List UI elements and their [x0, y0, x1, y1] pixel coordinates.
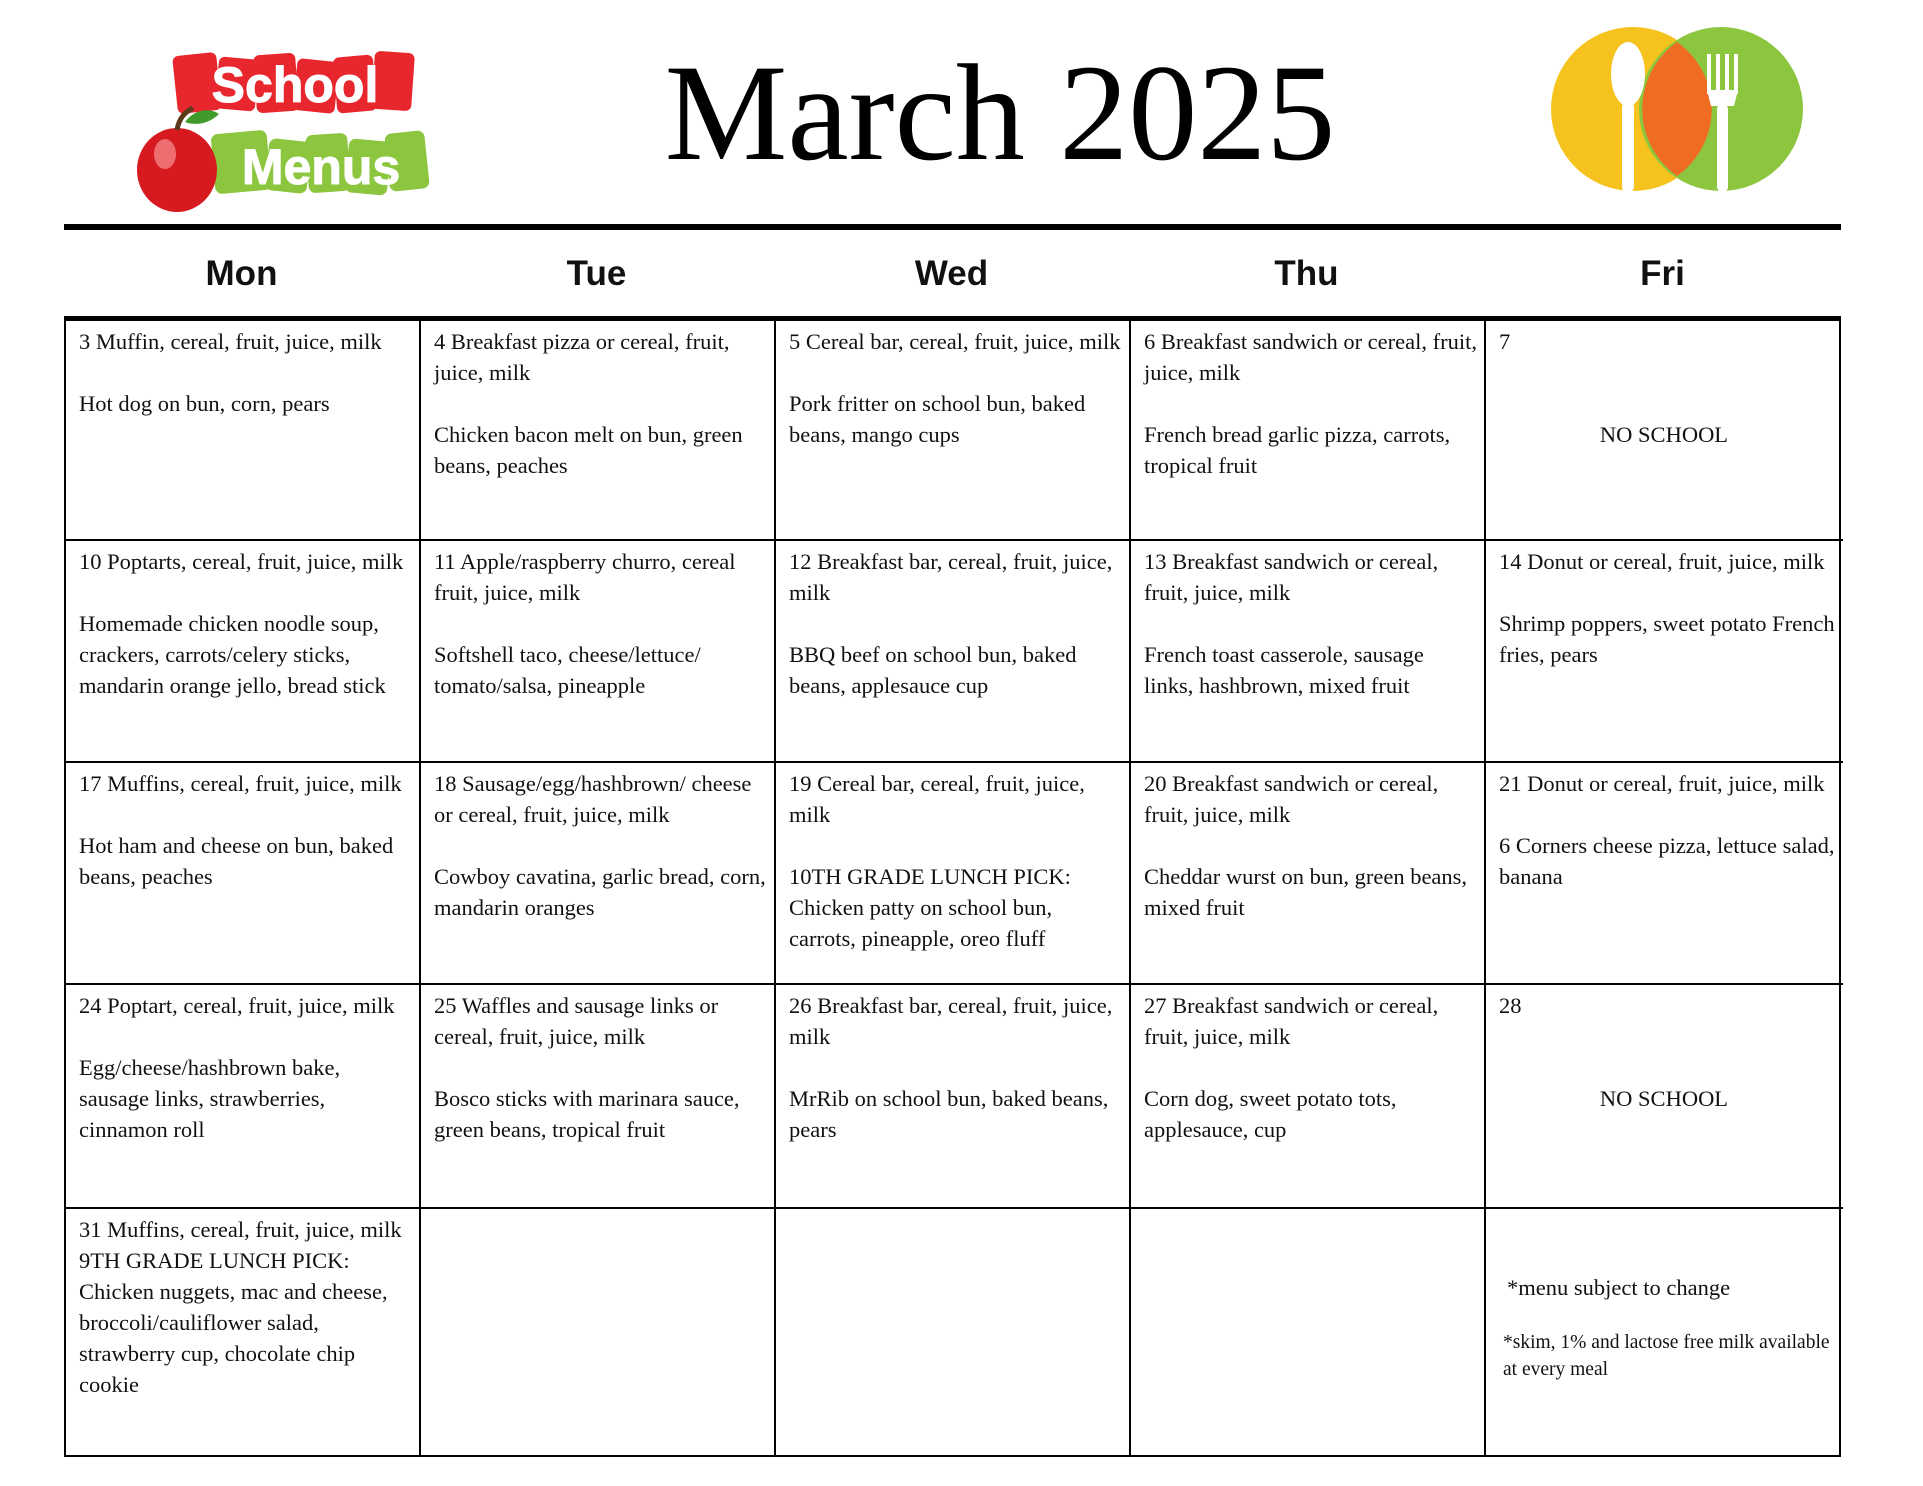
breakfast-menu: 10 Poptarts, cereal, fruit, juice, milk [79, 549, 404, 574]
breakfast-menu: 6 Breakfast sandwich or cereal, fruit, juice, milk [1144, 329, 1483, 385]
breakfast-menu: 11 Apple/raspberry churro, cereal fruit, juice, milk [434, 549, 742, 605]
day-cell [421, 541, 776, 763]
day-cell [1131, 541, 1486, 763]
breakfast-menu: 12 Breakfast bar, cereal, fruit, juice, milk [789, 549, 1118, 605]
lunch-menu: Pork fritter on school bun, baked beans, mango cups [789, 391, 1091, 447]
breakfast-menu: 31 Muffins, cereal, fruit, juice, milk [79, 1217, 402, 1242]
school-menus-logo [135, 48, 465, 218]
breakfast-menu: 24 Poptart, cereal, fruit, juice, milk [79, 993, 395, 1018]
menu-change-note: *menu subject to change [1507, 1275, 1731, 1300]
day-cell [1131, 321, 1486, 541]
day-cell [1486, 763, 1843, 985]
day-cell [1486, 985, 1843, 1209]
weekday-mon: Mon [205, 254, 278, 293]
day-cell [776, 541, 1131, 763]
weekday-thu: Thu [1274, 254, 1339, 293]
breakfast-menu: 17 Muffins, cereal, fruit, juice, milk [79, 771, 402, 796]
day-cell [66, 763, 421, 985]
page-title: March 2025 [664, 36, 1336, 189]
lunch-menu: 10TH GRADE LUNCH PICK: Chicken patty on school bun, carrots, pineapple, oreo fluff [789, 864, 1077, 951]
empty-day-cell [776, 1209, 1131, 1457]
lunch-menu: Homemade chicken noodle soup, crackers, carrots/celery sticks, mandarin orange jello, bread stick [79, 611, 386, 698]
day-cell [776, 321, 1131, 541]
weekday-fri: Fri [1640, 254, 1685, 293]
day-cell [421, 321, 776, 541]
breakfast-menu: 3 Muffin, cereal, fruit, juice, milk [79, 329, 382, 354]
breakfast-menu: 27 Breakfast sandwich or cereal, fruit, juice, milk [1144, 993, 1444, 1049]
day-number: 7 [1499, 329, 1511, 354]
lunch-menu: Hot ham and cheese on bun, baked beans, peaches [79, 833, 399, 889]
no-school-notice: NO SCHOOL [1599, 1086, 1729, 1111]
day-cell [1131, 763, 1486, 985]
lunch-menu: Egg/cheese/hashbrown bake, sausage links, strawberries, cinnamon roll [79, 1055, 346, 1142]
empty-day-cell [421, 1209, 776, 1457]
breakfast-menu: 21 Donut or cereal, fruit, juice, milk [1499, 771, 1825, 796]
day-cell [776, 763, 1131, 985]
breakfast-menu: 13 Breakfast sandwich or cereal, fruit, juice, milk [1144, 549, 1444, 605]
menu-calendar-grid [64, 321, 1841, 1457]
lunch-menu: BBQ beef on school bun, baked beans, applesauce cup [789, 642, 1083, 698]
weekday-wed: Wed [914, 254, 989, 293]
lunch-menu: Softshell taco, cheese/lettuce/ tomato/salsa, pineapple [434, 642, 707, 698]
breakfast-menu: 20 Breakfast sandwich or cereal, fruit, juice, milk [1144, 771, 1444, 827]
lunch-menu: MrRib on school bun, baked beans, pears [789, 1086, 1114, 1142]
logo-menus-text: Menus [241, 139, 401, 195]
day-cell [1131, 985, 1486, 1209]
lunch-menu: Chicken bacon melt on bun, green beans, peaches [434, 422, 749, 478]
milk-availability-note: *skim, 1% and lactose free milk available at every meal [1503, 1332, 1830, 1380]
day-cell [1486, 321, 1843, 541]
lunch-menu: Bosco sticks with marinara sauce, green beans, tropical fruit [434, 1086, 746, 1142]
breakfast-menu: 5 Cereal bar, cereal, fruit, juice, milk [789, 329, 1121, 354]
breakfast-menu: 18 Sausage/egg/hashbrown/ cheese or cereal, fruit, juice, milk [434, 771, 758, 827]
lunch-menu: French toast casserole, sausage links, hashbrown, mixed fruit [1144, 642, 1430, 698]
breakfast-menu: 14 Donut or cereal, fruit, juice, milk [1499, 549, 1825, 574]
weekday-tue: Tue [566, 254, 627, 293]
weekday-header-row [64, 232, 1841, 316]
lunch-menu: Cowboy cavatina, garlic bread, corn, mandarin oranges [434, 864, 772, 920]
day-cell [776, 985, 1131, 1209]
day-cell [66, 1209, 421, 1457]
lunch-menu: Hot dog on bun, corn, pears [79, 391, 330, 416]
breakfast-menu: 4 Breakfast pizza or cereal, fruit, juice, milk [434, 329, 736, 385]
breakfast-menu: 19 Cereal bar, cereal, fruit, juice, milk [789, 771, 1091, 827]
breakfast-menu: 25 Waffles and sausage links or cereal, fruit, juice, milk [434, 993, 724, 1049]
apple-icon [137, 108, 219, 212]
day-cell [421, 985, 776, 1209]
day-cell [1486, 541, 1843, 763]
logo-school-text: School [211, 57, 379, 113]
breakfast-menu: 26 Breakfast bar, cereal, fruit, juice, milk [789, 993, 1118, 1049]
day-cell [66, 541, 421, 763]
day-number: 28 [1499, 993, 1522, 1018]
page-header [0, 0, 1923, 240]
header-divider [64, 224, 1841, 230]
lunch-menu: 6 Corners cheese pizza, lettuce salad, banana [1499, 833, 1841, 889]
lunch-menu: Cheddar wurst on bun, green beans, mixed fruit [1144, 864, 1473, 920]
day-cell [66, 321, 421, 541]
lunch-menu: 9TH GRADE LUNCH PICK: Chicken nuggets, mac and cheese, broccoli/cauliflower salad, strawberry cup, chocolate chip cookie [79, 1248, 394, 1397]
spoon-fork-icon [1548, 24, 1806, 194]
lunch-menu: French bread garlic pizza, carrots, tropical fruit [1144, 422, 1456, 478]
day-cell [66, 985, 421, 1209]
empty-day-cell [1131, 1209, 1486, 1457]
lunch-menu: Corn dog, sweet potato tots, applesauce, cup [1144, 1086, 1403, 1142]
no-school-notice: NO SCHOOL [1599, 422, 1729, 447]
lunch-menu: Shrimp poppers, sweet potato French fries, pears [1499, 611, 1841, 667]
notes-cell [1486, 1209, 1843, 1457]
day-cell [421, 763, 776, 985]
